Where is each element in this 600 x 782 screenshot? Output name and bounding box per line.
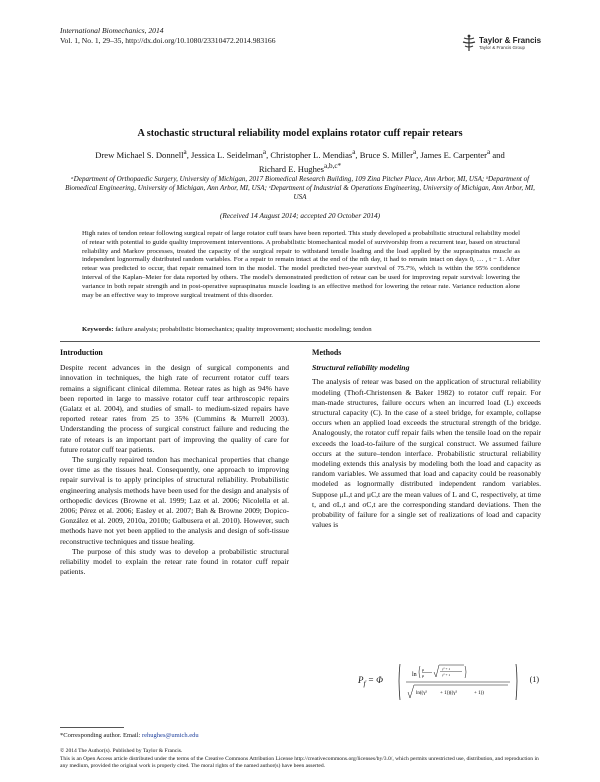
svg-text:+ 1)): + 1))	[474, 691, 484, 696]
equation-number: (1)	[529, 675, 539, 684]
footnote-divider	[60, 727, 124, 728]
abstract: High rates of tendon retear following surgical repair of large rotator cuff tears have been reported. This study developed a probabilistic structural reliability model of retear with potential to guide quality improvement interventions. A probabilistic biomechanical model of survivorship from a recurrent tear, based on structural reliability and Markov processes, treated the capacity of the surgical repair to withstand tensile loading and the load applied by the supraspinatus muscle as independent lognormally distributed random variables. For a repair to remain intact at the end of the nth day, it had to remain intact on days 0, … , t − 1. After retear was predicted to occur, that repair remained torn in the model. The model predicted two-year survival of 75.7%, which is within the 95% confidence interval of the Kaplan–Meier for data reported by others. The model's demonstrated prediction of retear can be used for improving repair survival: lowering the variance in both repair strength and in post-operative supraspinatus muscle loading is an effective method for lowering the retear rate. Variance reduction alone may be an effective way to improve surgical treatment of this disorder.	[82, 230, 520, 299]
publisher-group: Taylor & Francis Group	[479, 45, 526, 50]
right-column	[312, 348, 541, 530]
received-dates: (Received 14 August 2014; accepted 20 October 2014)	[219, 211, 381, 220]
structural-reliability-subheading: Structural reliability modeling	[312, 363, 410, 373]
equation-lhs: $P_f = \Phi$	[358, 675, 384, 688]
equation-1	[312, 658, 541, 704]
author-conjunction: and	[490, 149, 505, 160]
svg-text:ln((γ²: ln((γ²	[416, 691, 427, 696]
author-affiliation-mark: a	[487, 148, 491, 156]
author-name: , James E. Carpenter	[416, 149, 488, 160]
copyright-line: © 2014 The Author(s). Published by Taylor & Francis.	[60, 748, 183, 754]
copyright-notice	[60, 748, 540, 771]
svg-text:+ 1))((γ²: + 1))((γ²	[440, 691, 457, 696]
author-affiliation-mark: a	[262, 148, 267, 156]
equation-symbol: P	[358, 675, 364, 685]
footnote-label: *Corresponding author. Email:	[60, 732, 142, 739]
methods-heading: Methods	[312, 348, 342, 357]
author-name: Drew Michael S. Donnell	[95, 149, 184, 160]
svg-text:ln: ln	[412, 672, 417, 678]
author-affiliation-mark: a	[352, 148, 356, 156]
equation-fraction-graphic	[398, 660, 518, 704]
publisher-logo	[461, 34, 551, 54]
introduction-heading: Introduction	[60, 348, 103, 357]
svg-text:μ: μ	[422, 673, 425, 678]
volume-doi-line: Vol. 1, No. 1, 29–35, http://dx.doi.org/10.1080/23310472.2014.983166	[60, 36, 276, 45]
abstract-divider	[60, 341, 540, 342]
keywords-list: failure analysis; probabilistic biomechanics; quality improvement; stochastic modeling; tendon	[113, 326, 372, 333]
left-column	[60, 348, 289, 577]
author-name: , Jessica L. Seidelman	[186, 149, 263, 160]
svg-text:γ² + 1: γ² + 1	[442, 673, 451, 677]
taylor-francis-logo-icon	[461, 34, 477, 52]
author-name: , Bruce S. Miller	[355, 149, 413, 160]
keywords-label: Keywords:	[82, 326, 114, 333]
author-list	[64, 147, 536, 175]
keywords	[82, 326, 520, 333]
affiliations: ᵃDepartment of Orthopaedic Surgery, University of Michigan, 2017 Biomedical Research Building, 109 Zina Pitcher Place, Ann Arbor, MI, USA; ᵇDepartment of Biomedical Engineering, University of Michigan, Ann Arbor, MI, USA; ᶜDepartment of Industrial & Operations Engineering, University of Michigan, Ann Arbor, MI, USA	[65, 175, 535, 202]
corresponding-author-footnote	[60, 732, 199, 739]
svg-text:γ² + 1: γ² + 1	[442, 667, 451, 671]
author-affiliation-mark: a,b,c*	[324, 161, 342, 170]
author-name: , Christopher L. Mendias	[266, 149, 353, 160]
equation-subscript: f	[363, 678, 366, 688]
author-affiliation-mark: a	[183, 148, 187, 156]
intro-paragraph-2: The surgically repaired tendon has mechanical properties that change over time as the tissues heal. Consequently, one approach to improving repair survival is to apply principles of structural reliability. Probabilistic engineering analysis methods have been used for the design and analysis of orthopedic devices (Browne et al. 1999; Laz et al. 2006; Nicolella et al. 2006; Pérez et al. 2006; Easley et al. 2007; Bah & Browne 2009; Dopico-González et al. 2009, 2010a, 2010b; Galbusera et al. 2010). However, such methods have not yet been applied to the analysis and design of soft-tissue reconstructive techniques and tissue healing.	[60, 455, 289, 546]
intro-paragraph-3: The purpose of this study was to develop a probabilistic structural reliability model to explain the retear rate found in rotator cuff repair patients.	[60, 546, 289, 577]
author-affiliation-mark: a	[412, 148, 417, 156]
article-title: A stochastic structural reliability model explains rotator cuff repair retears	[137, 128, 463, 139]
author-name: Richard E. Hughes	[258, 163, 325, 174]
journal-header	[60, 26, 276, 46]
journal-name: International Biomechanics, 2014	[60, 26, 164, 35]
intro-paragraph-1: Despite recent advances in the design of surgical components and innovation in techniques, the high rate of recurrent rotator cuff tears remains a significant clinical dilemma. Retear rates as high as 94% have been reported in large to massive rotator cuff tear arthroscopic repairs (Galatz et al. 2004), and studies of small- to medium-sized repairs have reported retear rates from 25 to 35% (Cummins & Murrell 2003). Understanding the process of surgical construct failure and reducing the rate of retears is an important part of improving the quality of care for future rotator cuff tear patients.	[60, 363, 289, 454]
license-line: This is an Open Access article distributed under the terms of the Creative Commons Attribution License http://creativecommons.org/licenses/by/3.0/, which permits unrestricted use, distribution, and reproduction in any medium, provided the original work is properly cited. The moral rights of the named author(s) have been asserted.	[60, 755, 539, 770]
svg-text:μ: μ	[422, 667, 425, 672]
author-email-link[interactable]: rehughes@umich.edu	[141, 732, 199, 739]
methods-paragraph-1: The analysis of retear was based on the application of structural reliability modeling (Thoft-Christensen & Baker 1982) to rotator cuff repair. For man-made structures, failure occurs when an incurred load (L) exceeds structural capacity (C). In the case of a steel bridge, for example, collapse occurs when an applied load exceeds the structural strength of the bridge. Analogously, the rotator cuff repair fails when the tensile load on the repair exceeds the load-to-failure of the surgical construct. We assumed failure occurs at the suture–tendon interface. Probabilistic structural reliability modeling extends this analysis by modeling both the load and capacity as random variables. We assumed that load and capacity could be reasonably modeled as lognormally distributed independent random variables. Suppose μL,t and μC,t are the mean values of L and C, respectively, at time t, and σL,t and σC,t are the corresponding standard deviations. Then the probability of failure for a single set of realizations of load and capacity values is	[312, 377, 541, 530]
publisher-name: Taylor & Francis	[479, 36, 542, 45]
